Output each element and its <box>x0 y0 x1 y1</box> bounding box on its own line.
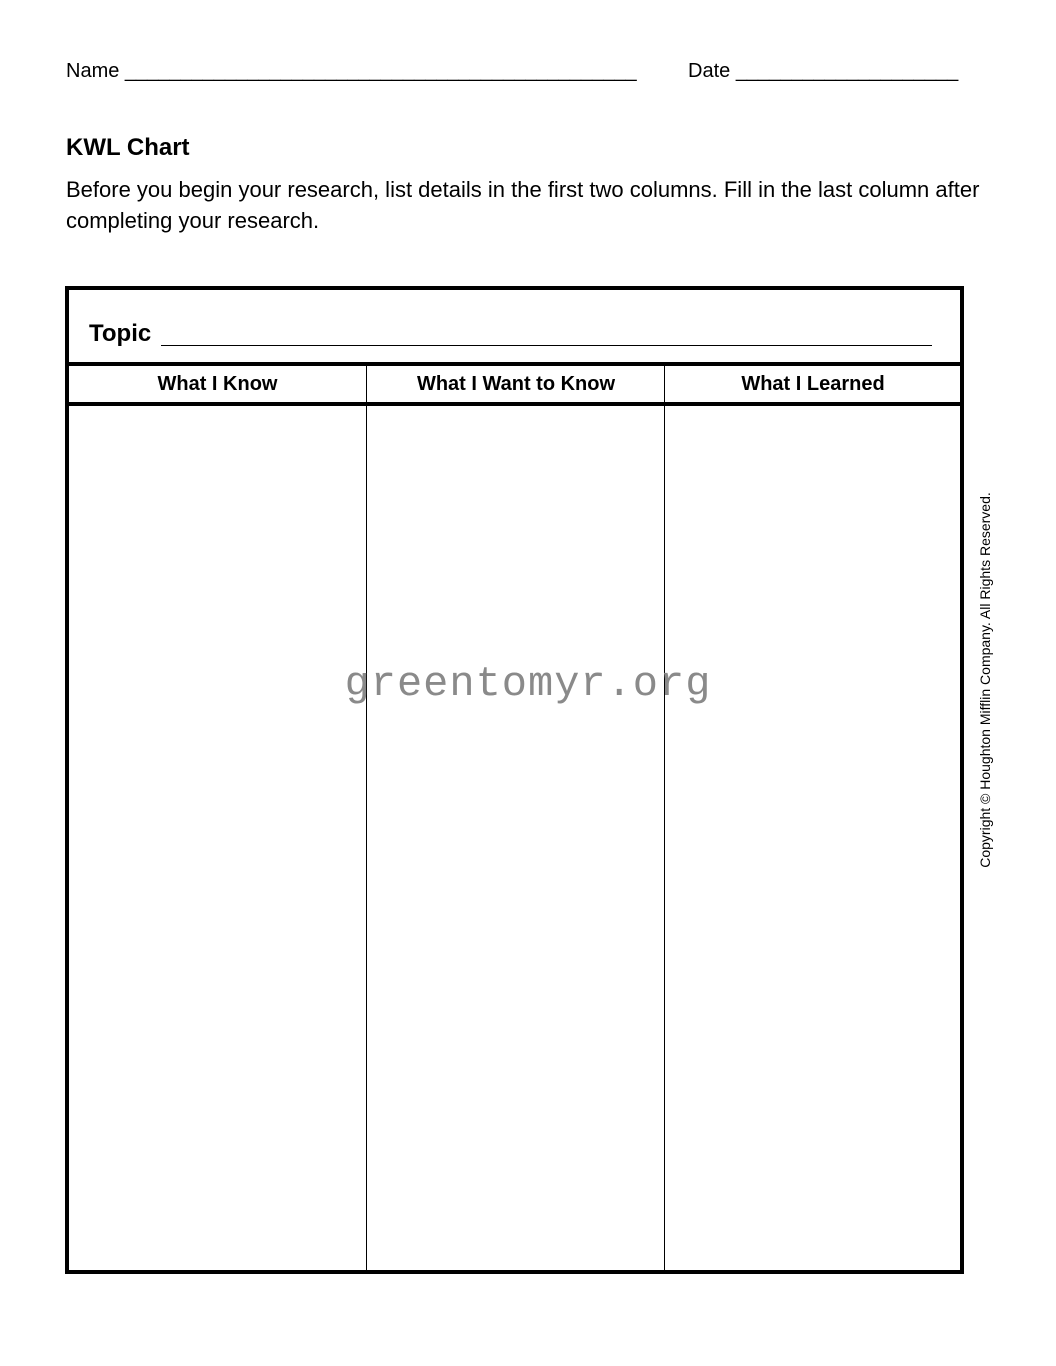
know-writing-area[interactable] <box>69 406 366 1270</box>
column-divider <box>366 366 367 1270</box>
column-header-learned: What I Learned <box>741 373 885 395</box>
learned-writing-area[interactable] <box>666 406 960 1270</box>
column-header-know: What I Know <box>157 373 278 395</box>
page-title: KWL Chart <box>66 134 190 161</box>
date-blank[interactable]: ____________________ <box>735 60 959 82</box>
watermark: greentomyr.org <box>344 660 712 708</box>
column-header-want-to-know: What I Want to Know <box>416 373 616 395</box>
name-field[interactable] <box>66 60 637 83</box>
topic-label: Topic <box>89 320 152 347</box>
kwl-chart-table <box>65 286 964 1274</box>
want-to-know-writing-area[interactable] <box>368 406 664 1270</box>
topic-row <box>69 290 960 366</box>
name-label: Name <box>66 60 120 82</box>
name-blank[interactable]: ______________________________________________ <box>124 60 637 82</box>
column-divider <box>664 366 665 1270</box>
copyright-notice: Copyright © Houghton Mifflin Company. All Rights Reserved. <box>977 492 993 868</box>
date-field[interactable] <box>688 60 958 83</box>
instructions-text: Before you begin your research, list details in the first two columns. Fill in the last column after completing your research. <box>66 177 980 233</box>
date-label: Date <box>688 60 731 82</box>
topic-input-line[interactable] <box>161 345 932 346</box>
column-header-row <box>69 366 960 406</box>
